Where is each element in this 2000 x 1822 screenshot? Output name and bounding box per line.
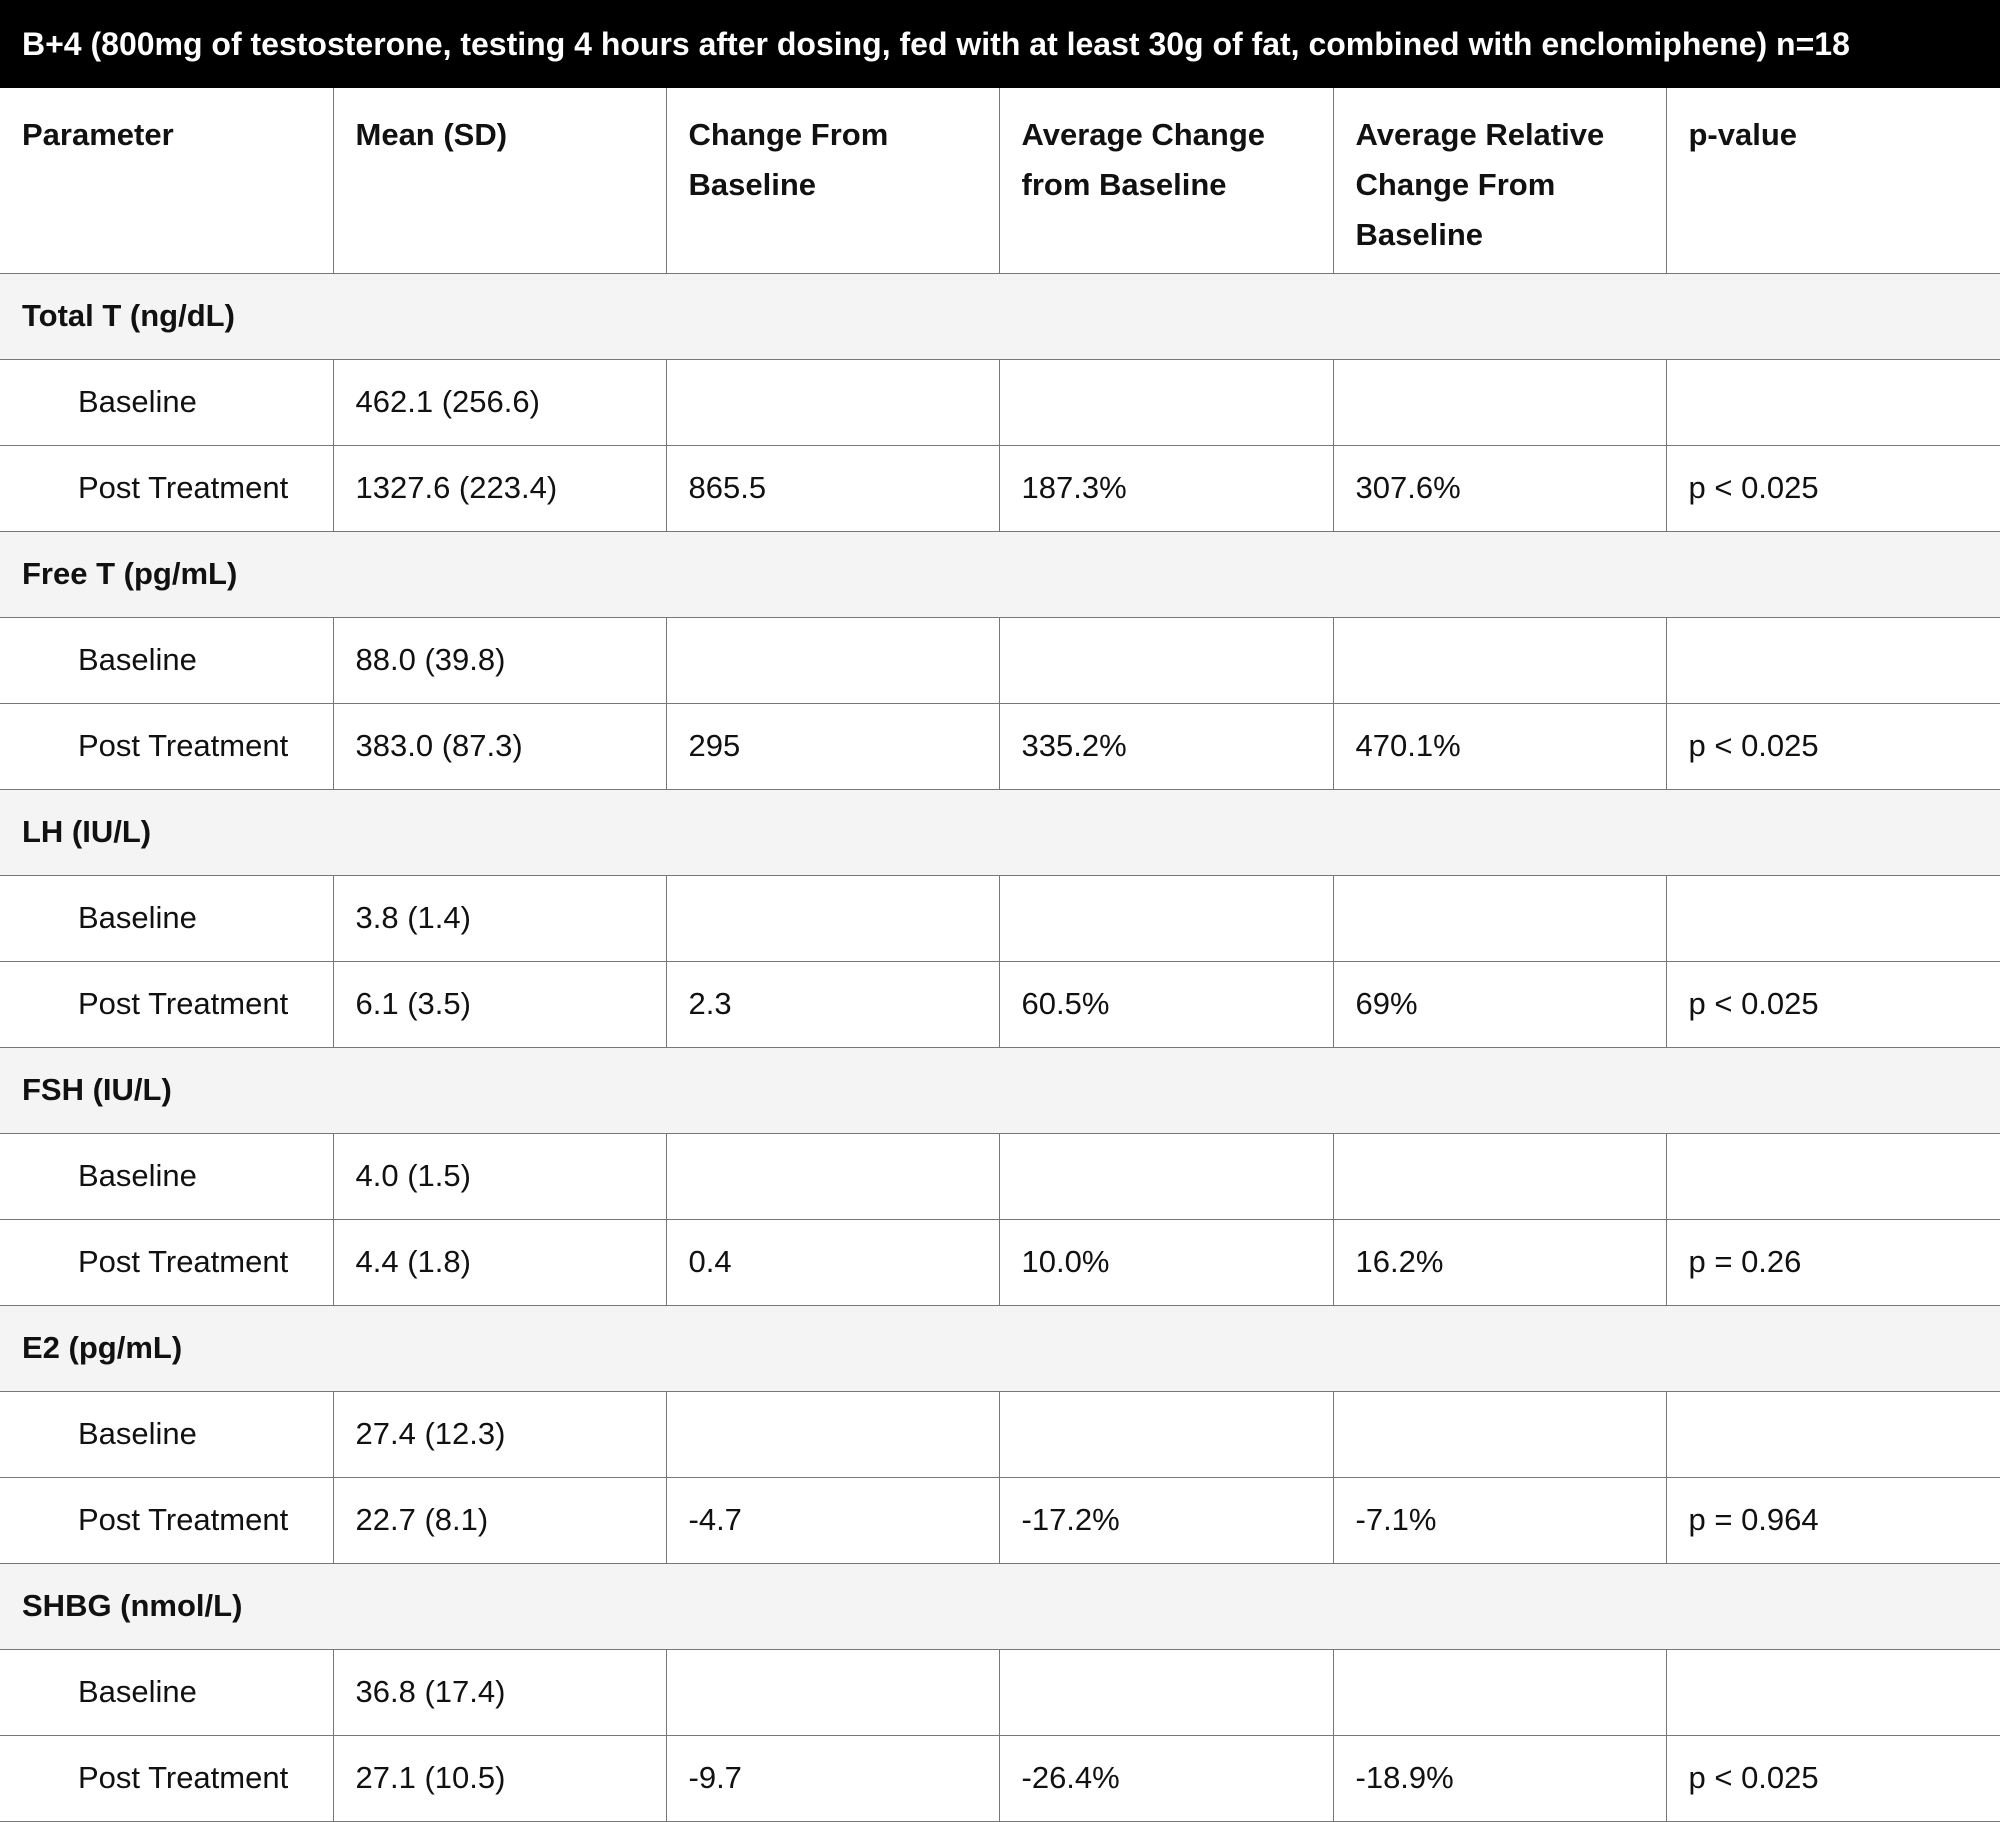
table-row [0,617,2000,703]
row-label: Baseline [0,359,333,445]
group-row [0,789,2000,875]
group-row [0,531,2000,617]
cell-mean: 3.8 (1.4) [333,875,666,961]
group-label: Free T (pg/mL) [0,531,2000,617]
cell-avg-change: -17.2% [999,1477,1333,1563]
table-row [0,1477,2000,1563]
cell-avg-change [999,875,1333,961]
table-row [0,1219,2000,1305]
group-label: E2 (pg/mL) [0,1305,2000,1391]
cell-mean: 4.4 (1.8) [333,1219,666,1305]
cell-rel-change [1333,617,1666,703]
header-parameter: Parameter [0,88,333,273]
cell-p-value: p < 0.025 [1666,445,2000,531]
cell-rel-change [1333,875,1666,961]
group-label: SHBG (nmol/L) [0,1563,2000,1649]
table-row [0,1133,2000,1219]
cell-rel-change [1333,1133,1666,1219]
cell-p-value: p = 0.964 [1666,1477,2000,1563]
cell-avg-change: 10.0% [999,1219,1333,1305]
group-row [0,1047,2000,1133]
cell-mean: 6.1 (3.5) [333,961,666,1047]
row-label: Post Treatment [0,961,333,1047]
table-row [0,703,2000,789]
cell-mean: 22.7 (8.1) [333,1477,666,1563]
cell-change [666,1133,999,1219]
cell-change: 865.5 [666,445,999,531]
table-row [0,359,2000,445]
cell-p-value: p < 0.025 [1666,1735,2000,1821]
group-row [0,1563,2000,1649]
cell-change: 295 [666,703,999,789]
cell-rel-change: 470.1% [1333,703,1666,789]
row-label: Post Treatment [0,1477,333,1563]
cell-mean: 27.1 (10.5) [333,1735,666,1821]
cell-mean: 383.0 (87.3) [333,703,666,789]
cell-p-value [1666,1391,2000,1477]
cell-p-value [1666,617,2000,703]
group-label: LH (IU/L) [0,789,2000,875]
cell-avg-change [999,1391,1333,1477]
header-mean: Mean (SD) [333,88,666,273]
header-rel-change: Average Relative Change From Baseline [1333,88,1666,273]
cell-rel-change: -7.1% [1333,1477,1666,1563]
group-row [0,1305,2000,1391]
cell-mean: 4.0 (1.5) [333,1133,666,1219]
cell-avg-change [999,1649,1333,1735]
row-label: Baseline [0,1649,333,1735]
cell-change: -9.7 [666,1735,999,1821]
cell-rel-change: 69% [1333,961,1666,1047]
cell-rel-change [1333,359,1666,445]
cell-mean: 1327.6 (223.4) [333,445,666,531]
cell-change [666,1649,999,1735]
group-row [0,273,2000,359]
cell-p-value [1666,359,2000,445]
cell-rel-change: -18.9% [1333,1735,1666,1821]
cell-change [666,359,999,445]
cell-p-value: p < 0.025 [1666,703,2000,789]
cell-p-value [1666,1133,2000,1219]
cell-mean: 36.8 (17.4) [333,1649,666,1735]
cell-mean: 88.0 (39.8) [333,617,666,703]
cell-rel-change: 16.2% [1333,1219,1666,1305]
cell-avg-change [999,359,1333,445]
cell-mean: 462.1 (256.6) [333,359,666,445]
results-table [0,88,2000,1822]
cell-rel-change: 307.6% [1333,445,1666,531]
table-row [0,875,2000,961]
header-row [0,88,2000,273]
cell-rel-change [1333,1649,1666,1735]
row-label: Baseline [0,1133,333,1219]
table-row [0,1735,2000,1821]
cell-avg-change: 187.3% [999,445,1333,531]
row-label: Post Treatment [0,703,333,789]
cell-avg-change [999,617,1333,703]
cell-p-value [1666,875,2000,961]
cell-change: 0.4 [666,1219,999,1305]
cell-avg-change: 60.5% [999,961,1333,1047]
row-label: Post Treatment [0,445,333,531]
cell-mean: 27.4 (12.3) [333,1391,666,1477]
row-label: Post Treatment [0,1219,333,1305]
table-row [0,1649,2000,1735]
group-label: Total T (ng/dL) [0,273,2000,359]
table-row [0,445,2000,531]
header-avg-change: Average Change from Baseline [999,88,1333,273]
table-title: B+4 (800mg of testosterone, testing 4 hours after dosing, fed with at least 30g of fat, combined with enclomiphene) n=18 [0,0,2000,88]
cell-avg-change: 335.2% [999,703,1333,789]
cell-change [666,1391,999,1477]
header-p-value: p-value [1666,88,2000,273]
header-change: Change From Baseline [666,88,999,273]
cell-avg-change: -26.4% [999,1735,1333,1821]
cell-p-value: p = 0.26 [1666,1219,2000,1305]
cell-p-value: p < 0.025 [1666,961,2000,1047]
cell-change [666,875,999,961]
group-label: FSH (IU/L) [0,1047,2000,1133]
cell-change [666,617,999,703]
row-label: Baseline [0,1391,333,1477]
cell-avg-change [999,1133,1333,1219]
cell-change: 2.3 [666,961,999,1047]
row-label: Baseline [0,617,333,703]
row-label: Baseline [0,875,333,961]
cell-change: -4.7 [666,1477,999,1563]
cell-rel-change [1333,1391,1666,1477]
table-row [0,961,2000,1047]
table-row [0,1391,2000,1477]
row-label: Post Treatment [0,1735,333,1821]
cell-p-value [1666,1649,2000,1735]
